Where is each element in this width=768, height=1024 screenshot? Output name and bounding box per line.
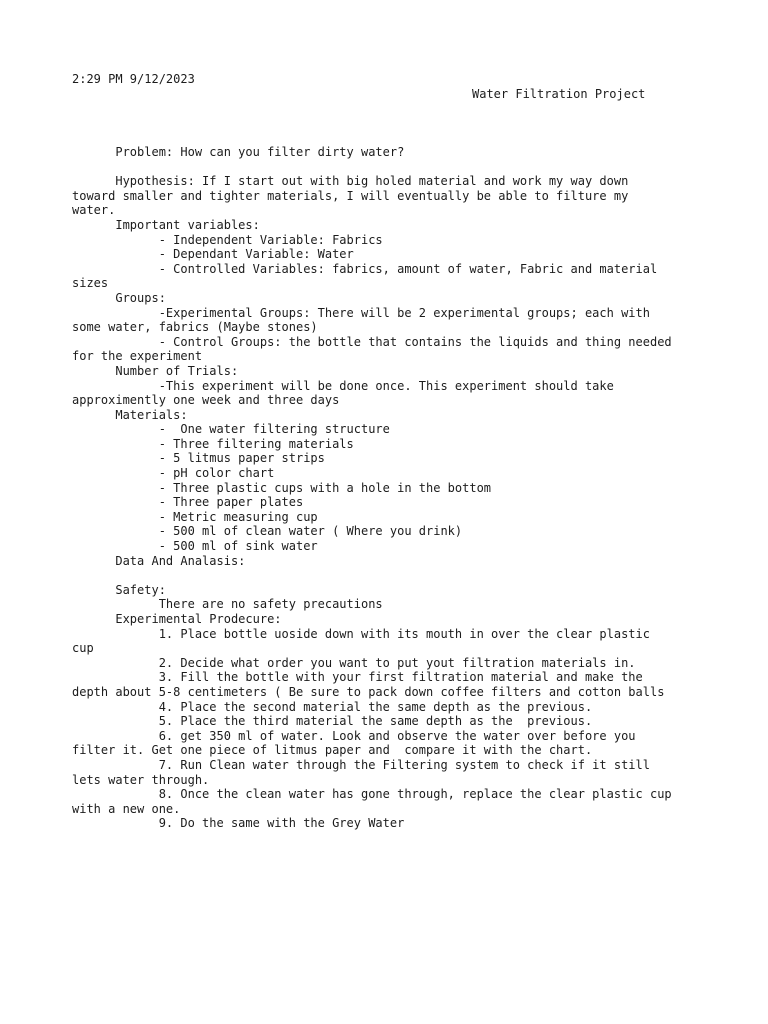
document-line: - One water filtering structure [72, 422, 390, 437]
document-line: with a new one. [72, 801, 181, 816]
document-line: sizes [72, 276, 109, 291]
document-line: -This experiment will be done once. This experiment should take [72, 378, 614, 393]
document-line: Important variables: [72, 217, 260, 232]
document-line: - Three plastic cups with a hole in the bottom [72, 480, 492, 495]
document-line: - 500 ml of clean water ( Where you drink) [72, 524, 463, 539]
document-line: 4. Place the second material the same depth as the previous. [72, 699, 593, 714]
document-line: 1. Place bottle uoside down with its mouth in over the clear plastic [72, 626, 650, 641]
document-line: water. [72, 203, 116, 218]
document-line: Groups: [72, 290, 166, 305]
document-line: - Controlled Variables: fabrics, amount of water, Fabric and material [72, 261, 658, 276]
document-body [72, 145, 702, 831]
document-line: 9. Do the same with the Grey Water [72, 816, 405, 831]
document-line: 6. get 350 ml of water. Look and observe the water over before you [72, 728, 636, 743]
document-line: - Three filtering materials [72, 436, 354, 451]
document-line: toward smaller and tighter materials, I will eventually be able to filture my [72, 188, 629, 203]
document-line: cup [72, 641, 94, 656]
document-line: - Metric measuring cup [72, 509, 318, 524]
document-line: 8. Once the clean water has gone through, replace the clear plastic cup [72, 787, 672, 802]
document-line: - Independent Variable: Fabrics [72, 232, 383, 247]
document-line: - Dependant Variable: Water [72, 247, 354, 262]
document-line: - 5 litmus paper strips [72, 451, 325, 466]
document-line: lets water through. [72, 772, 210, 787]
document-line: - pH color chart [72, 466, 275, 481]
document-timestamp: 2:29 PM 9/12/2023 [72, 72, 195, 86]
document-line: 7. Run Clean water through the Filtering system to check if it still [72, 757, 650, 772]
document-line: - Three paper plates [72, 495, 304, 510]
document-line [72, 160, 702, 175]
document-line: - 500 ml of sink water [72, 539, 318, 554]
document-line: Safety: [72, 582, 166, 597]
document-line [72, 568, 702, 583]
document-line: 5. Place the third material the same depth as the previous. [72, 714, 593, 729]
document-line: depth about 5-8 centimeters ( Be sure to pack down coffee filters and cotton balls [72, 684, 665, 699]
document-title: Water Filtration Project [472, 87, 646, 101]
document-line: - Control Groups: the bottle that contains the liquids and thing needed [72, 334, 672, 349]
document-line: Number of Trials: [72, 363, 239, 378]
document-line: Data And Analasis: [72, 553, 246, 568]
document-line: -Experimental Groups: There will be 2 experimental groups; each with [72, 305, 650, 320]
document-line: for the experiment [72, 349, 203, 364]
document-line: 2. Decide what order you want to put yout filtration materials in. [72, 655, 636, 670]
document-line: There are no safety precautions [72, 597, 383, 612]
document-line: Materials: [72, 407, 188, 422]
document-line: 3. Fill the bottle with your first filtration material and make the [72, 670, 643, 685]
document-line: filter it. Get one piece of litmus paper and compare it with the chart. [72, 743, 593, 758]
document-line: Problem: How can you filter dirty water? [72, 145, 405, 159]
document-line: some water, fabrics (Maybe stones) [72, 320, 318, 335]
document-line: approximently one week and three days [72, 393, 340, 408]
document-line: Hypothesis: If I start out with big holed material and work my way down [72, 174, 629, 189]
document-line: Experimental Prodecure: [72, 612, 282, 626]
